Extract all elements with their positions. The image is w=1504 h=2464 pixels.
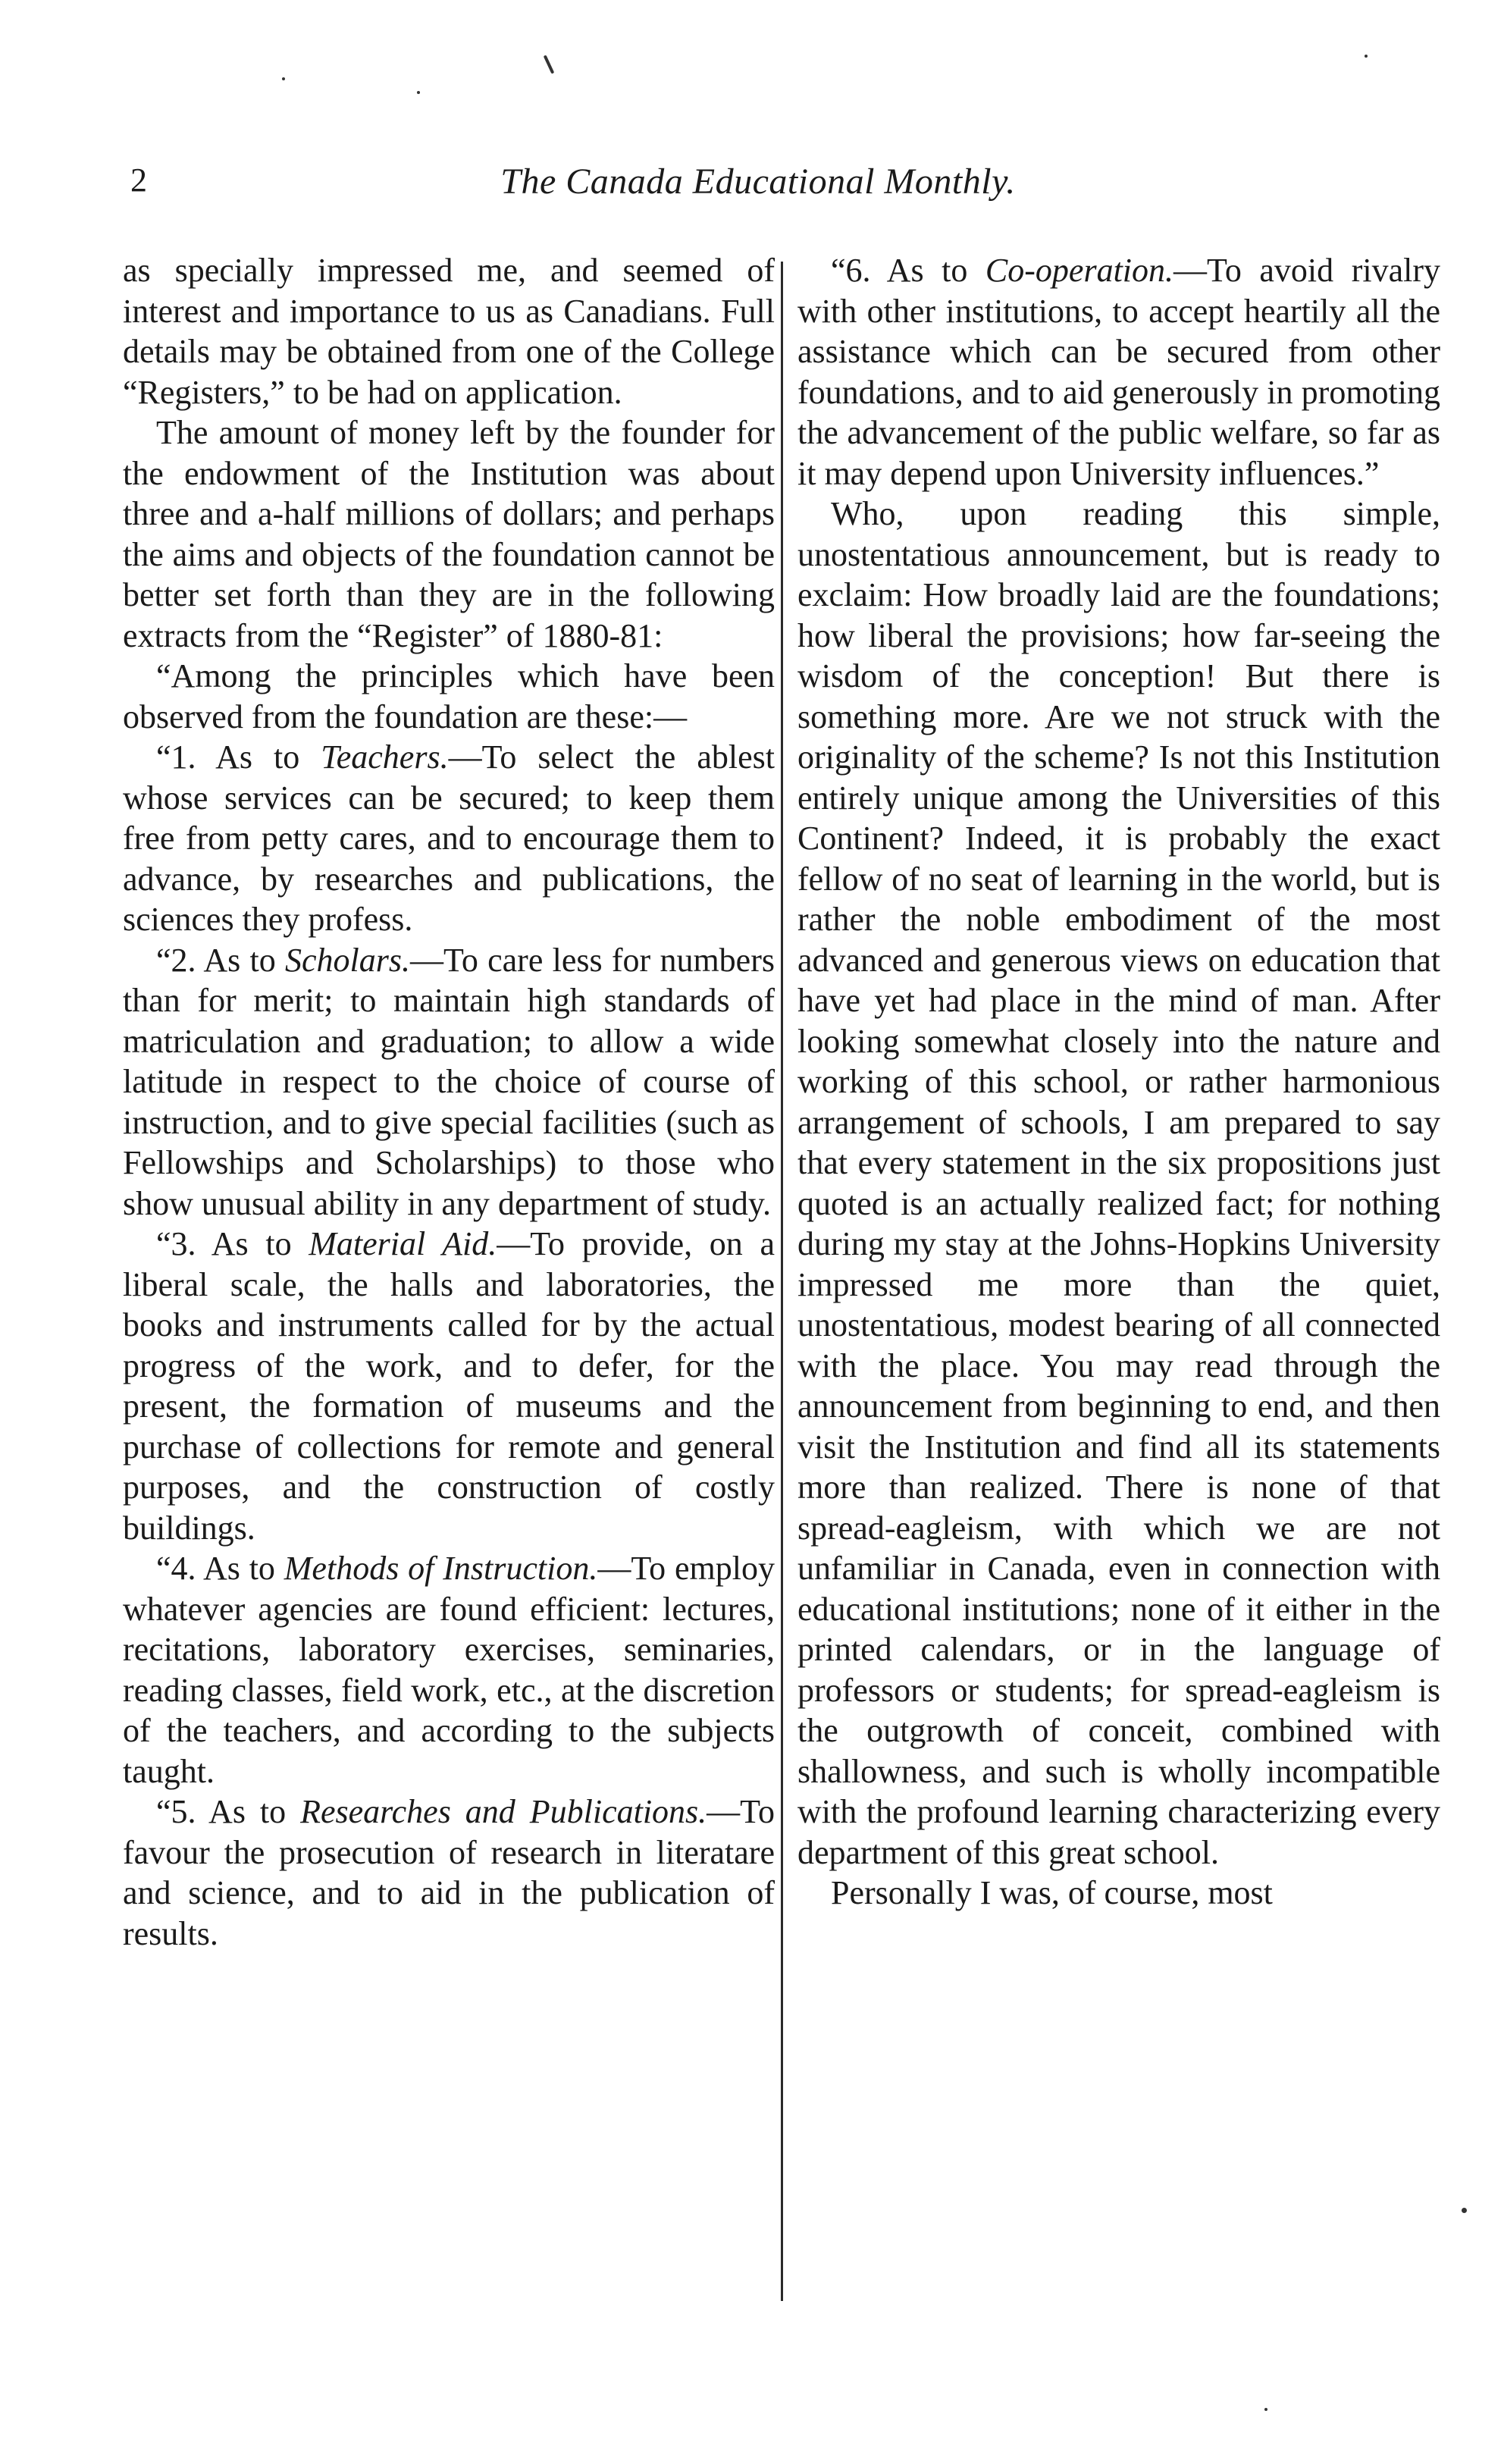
item-heading: Methods of Instruction.: [284, 1550, 598, 1587]
paragraph: The amount of money left by the founder for the endowment of the Institution was about three and a-half millions of dollars; and perhaps the aims and objects of the foundation cannot be better set forth than they are in the following extracts from the “Register” of 1880-81:: [123, 414, 775, 654]
page-header: [121, 161, 1395, 214]
ink-speck: [1264, 2408, 1267, 2411]
item-text: —To care less for numbers than for merit; to maintain high standards of matriculation and graduation; to allow a wide latitude in respect to the choice of course of instruction, and to give special facilities (such as Fellowships and Scholarships) to those who show unusual ability in any department of study.: [123, 941, 775, 1222]
paragraph: Who, upon reading this simple, unostentatious announcement, but is ready to exclaim: How broadly laid are the foundations; how liberal the provisions; how far-seeing the wisdom of the conception! But there is something more. Are we not struck with the originality of the scheme? Is not this Institution entirely unique among the Universities of this Continent? Indeed, it is probably the exact fellow of no seat of learning in the world, but is rather the noble embodiment of the most advanced and generous views on education that have yet had place in the mind of man. After looking somewhat closely into the nature and working of this school, or rather harmonious arrangement of schools, I am prepared to say that every statement in the six propositions just quoted is an actually realized fact; for nothing during my stay at the Johns-Hopkins University impressed me more than the quiet, unostentatious, modest bearing of all connected with the place. You may read through the announcement from beginning to end, and then visit the Institution and find all its statements more than realized. There is none of that spread-eagleism, with which we are not unfamiliar in Canada, even in connection with educational institutions; none of it either in the printed calendars, or in the language of professors or students; for spread-eagleism is the outgrowth of conceit, combined with shallowness, and such is wholly incompatible with the profound learning characterizing every department of this great school.: [797, 495, 1440, 1871]
item-lead: “1. As to: [156, 738, 321, 776]
item-lead: “5. As to: [156, 1793, 301, 1830]
item-heading: Co-operation.: [985, 252, 1174, 289]
ink-speck: [1365, 55, 1368, 58]
item-lead: “4. As to: [156, 1550, 284, 1587]
paragraph: as specially impressed me, and seemed of interest and importance to us as Canadians. Full details may be obtained from one of the College “Registers,” to be had on application.: [123, 252, 775, 411]
item-heading: Researches and Publications.: [300, 1793, 707, 1830]
item-heading: Scholars.: [285, 941, 411, 979]
ink-speck: [282, 77, 285, 80]
principle-scholars: [123, 940, 775, 1224]
paragraph: Personally I was, of course, most: [831, 1874, 1273, 1911]
right-column: [797, 250, 1440, 1914]
principle-cooperation: [797, 250, 1440, 494]
item-lead: “3. As to: [156, 1225, 309, 1262]
item-lead: “2. As to: [156, 941, 286, 979]
principle-researches: [123, 1792, 775, 1954]
item-text: —To favour the prosecution of research in literatare and science, and to aid in the publication of results.: [123, 1793, 775, 1952]
item-text: —To provide, on a liberal scale, the halls and laboratories, the books and instruments called for by the actual progress of the work, and to defer, for the present, the formation of museums and the purchase of collections for remote and general purposes, and the construction of costly buildings.: [123, 1225, 775, 1547]
ink-speck: [1462, 2208, 1467, 2213]
page-number: 2: [130, 161, 147, 199]
item-text: —To select the ablest whose services can be secured; to keep them free from petty cares, and to encourage them to advance, by researches and publications, the sciences they profess.: [123, 738, 775, 938]
paragraph: “Among the principles which have been observed from the foundation are these:—: [123, 657, 775, 735]
item-text: —To avoid rivalry with other institutions, to accept heartily all the assistance which can be secured from other foundations, and to aid generously in promoting the advancement of the public welfare, so far as it may depend upon University influences.”: [797, 252, 1440, 492]
principle-material-aid: [123, 1224, 775, 1548]
item-heading: Teachers.: [321, 738, 449, 776]
item-lead: “6. As to: [831, 252, 985, 289]
ink-speck: [544, 55, 555, 74]
item-text: —To employ whatever agencies are found efficient: lectures, recitations, laboratory exercises, seminaries, reading classes, field work, etc., at the discretion of the teachers, and according to the subjects taught.: [123, 1550, 775, 1790]
column-divider: [781, 262, 783, 2301]
left-column: [123, 250, 775, 1954]
ink-speck: [417, 91, 420, 94]
running-title: The Canada Educational Monthly.: [500, 161, 1016, 202]
principle-methods: [123, 1548, 775, 1792]
item-heading: Material Aid.: [309, 1225, 497, 1262]
principle-teachers: [123, 737, 775, 940]
